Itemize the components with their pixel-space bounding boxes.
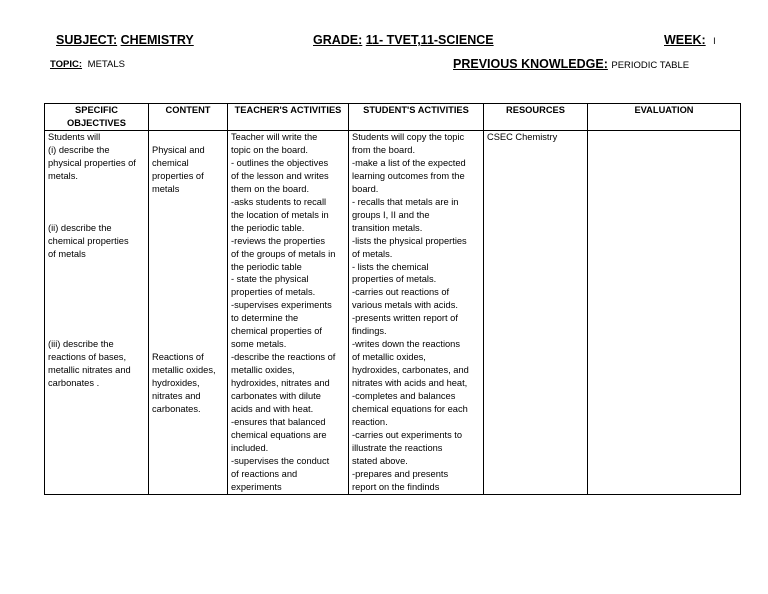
cell-line: chemical properties of [231,326,322,337]
grade-heading [313,33,494,47]
header-evaluation: EVALUATION [588,104,741,131]
cell-line [152,286,224,299]
cell-line: them on the board. [231,183,310,194]
cell-line: included. [231,442,269,453]
cell-line [152,209,224,222]
cell-line: of metals. [352,248,393,259]
cell-line [152,273,224,286]
cell-line [48,299,145,312]
cell-line: the location of metals in [231,209,329,220]
cell-line: hydroxides, carbonates, and [352,365,469,376]
cell-line [152,260,224,273]
cell-line: -carries out reactions of [352,287,450,298]
cell-line: of metals [48,248,86,259]
cell-line: of the groups of metals in [231,248,336,259]
table-row [45,131,741,495]
cell-line: reactions of bases, [48,352,127,363]
header-students-activities: STUDENT'S ACTIVITIES [349,104,484,131]
topic-value: METALS [87,59,125,70]
topic-line [50,59,125,70]
cell-line: -ensures that balanced [231,416,326,427]
cell-resources [484,131,588,495]
cell-line: various metals with acids. [352,300,458,311]
cell-line: chemical [152,157,189,168]
header-specific-objectives: SPECIFIC OBJECTIVES [45,104,149,131]
cell-line: learning outcomes from the [352,170,465,181]
cell-line: hydroxides, [152,377,200,388]
cell-teacher-activities [228,131,349,495]
cell-line: chemical equations for each [352,404,468,415]
cell-line: chemical equations are [231,429,327,440]
table-header-row [45,104,741,131]
cell-line: -completes and balances [352,391,456,402]
cell-line: -prepares and presents [352,468,449,479]
previous-knowledge-label: PREVIOUS KNOWLEDGE: [453,57,608,71]
cell-line: - state the physical [231,274,309,285]
cell-line: -supervises experiments [231,300,332,311]
cell-line: physical properties of [48,157,136,168]
cell-line [48,183,145,196]
cell-line: report on the findinds [352,481,440,492]
subject-label: SUBJECT: [56,33,118,47]
cell-line: Students will [48,132,101,142]
subject-heading [56,33,194,47]
cell-line: reaction. [352,416,388,427]
cell-line [48,312,145,325]
cell-line: the periodic table [231,261,302,272]
cell-line: Physical and [152,144,205,155]
cell-line: -lists the physical properties [352,235,467,246]
header-teachers-activities: TEACHER'S ACTIVITIES [228,104,349,131]
cell-line: of metallic oxides, [352,352,426,363]
lesson-plan-table [44,103,741,495]
cell-line [48,209,145,222]
header-content: CONTENT [149,104,228,131]
week-label: WEEK: [664,33,706,47]
previous-knowledge-heading [453,57,689,71]
cell-line: - outlines the objectives [231,157,329,168]
cell-line: topic on the board. [231,144,309,155]
cell-line: (iii) describe the [48,339,114,350]
cell-line: properties of metals. [231,287,316,298]
cell-line: experiments [231,481,282,492]
grade-label: GRADE: [313,33,363,47]
cell-line: -asks students to recall [231,196,327,207]
cell-line: of the lesson and writes [231,170,329,181]
header-resources: RESOURCES [484,104,588,131]
cell-line: chemical properties [48,235,129,246]
cell-line: (i) describe the [48,144,110,155]
cell-line [48,286,145,299]
cell-line: from the board. [352,144,416,155]
cell-line: nitrates with acids and heat, [352,378,468,389]
cell-line: -describe the reactions of [231,352,336,363]
cell-line: board. [352,183,379,194]
grade-value: 11- TVET,11-SCIENCE [365,33,494,47]
cell-line: (ii) describe the [48,222,112,233]
cell-line: transition metals. [352,222,423,233]
cell-student-activities [349,131,484,495]
cell-line [152,196,224,209]
cell-line: acids and with heat. [231,404,314,415]
cell-line: -writes down the reactions [352,339,460,350]
cell-line [152,312,224,325]
cell-line [152,222,224,235]
cell-objectives [45,131,149,495]
cell-line: properties of metals. [352,274,437,285]
cell-line: properties of [152,170,204,181]
cell-line: to determine the [231,313,299,324]
cell-line [152,299,224,312]
cell-line [152,235,224,248]
cell-line: the periodic table. [231,222,305,233]
cell-line: metallic oxides, [152,364,216,375]
cell-line: Students will copy the topic [352,132,465,142]
cell-line: groups I, II and the [352,209,430,220]
cell-line: metals. [48,170,78,181]
cell-line: carbonates with dilute [231,391,321,402]
week-heading [664,33,716,47]
previous-knowledge-value: PERIODIC TABLE [611,60,690,71]
week-value: I [713,36,716,46]
cell-line: Teacher will write the [231,132,318,142]
cell-line: -make a list of the expected [352,157,466,168]
cell-line: stated above. [352,455,408,466]
cell-line: -supervises the conduct [231,455,330,466]
cell-evaluation [588,131,741,495]
cell-line: of reactions and [231,468,298,479]
cell-line: carbonates . [48,377,100,388]
cell-line [152,325,224,338]
cell-line: -carries out experiments to [352,429,463,440]
cell-line: findings. [352,326,387,337]
cell-line [48,325,145,338]
cell-line [48,273,145,286]
topic-label: TOPIC: [50,59,83,70]
cell-line [152,131,224,144]
cell-line [152,338,224,351]
cell-line: nitrates and [152,390,201,401]
cell-line: metallic nitrates and [48,365,131,376]
cell-line [152,248,224,261]
subject-value: CHEMISTRY [120,33,194,47]
cell-line: hydroxides, nitrates and [231,378,330,389]
cell-line: carbonates. [152,403,201,414]
cell-line: Reactions of [152,352,204,362]
cell-line: metallic oxides, [231,365,295,376]
cell-line: - recalls that metals are in [352,196,459,207]
cell-line: some metals. [231,339,287,350]
cell-line: metals [152,183,180,194]
cell-line [48,260,145,273]
cell-content [149,131,228,495]
cell-line: -presents written report of [352,313,458,324]
cell-line: illustrate the reactions [352,442,443,453]
cell-line: CSEC Chemistry [487,132,558,142]
cell-line [48,196,145,209]
cell-line: - lists the chemical [352,261,429,272]
cell-line: -reviews the properties [231,235,326,246]
